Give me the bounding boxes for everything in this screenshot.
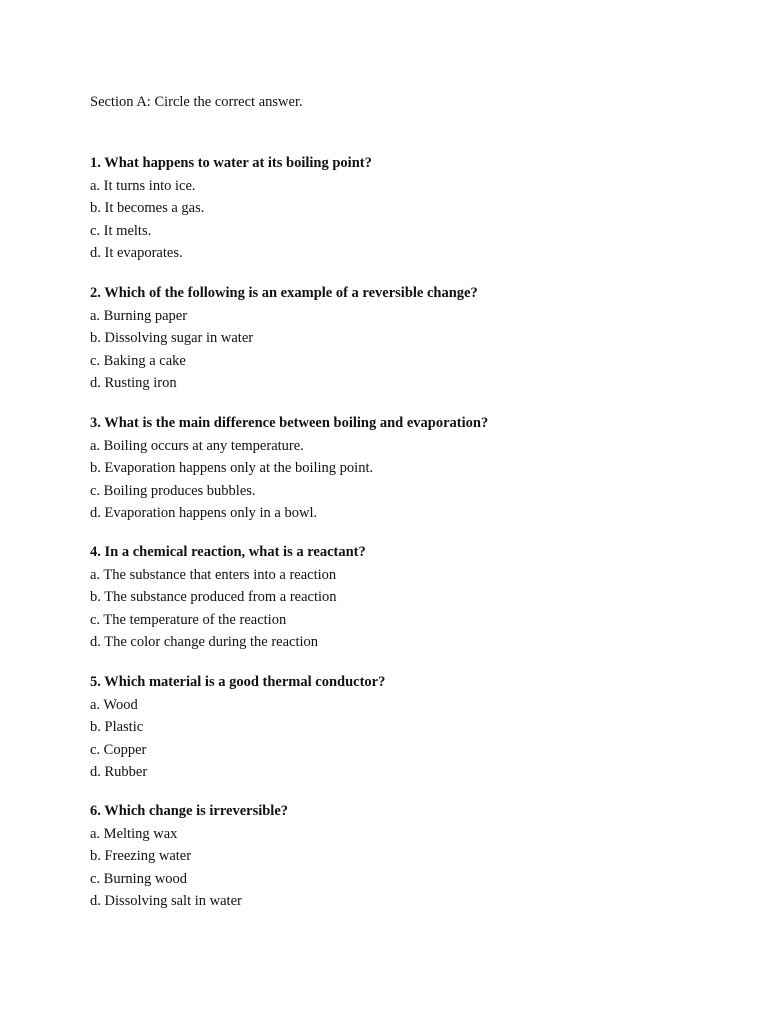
answer-option-a[interactable]: a. Burning paper xyxy=(90,307,188,324)
question-text: 1. What happens to water at its boiling point? xyxy=(90,155,372,171)
answer-option-c[interactable]: c. Baking a cake xyxy=(90,352,186,369)
answer-option-a[interactable]: a. Boiling occurs at any temperature. xyxy=(90,437,304,454)
answer-option-b[interactable]: b. Freezing water xyxy=(90,848,192,864)
answer-options xyxy=(90,823,730,913)
answer-option-d[interactable]: d. Rusting iron xyxy=(90,375,177,391)
answer-option-a[interactable]: a. It turns into ice. xyxy=(90,177,196,194)
question-6 xyxy=(90,800,730,913)
question-text: 6. Which change is irreversible? xyxy=(90,803,289,819)
answer-option-b[interactable]: b. It becomes a gas. xyxy=(90,200,205,216)
answer-option-b[interactable]: b. Dissolving sugar in water xyxy=(90,330,254,346)
answer-option-d[interactable]: d. Evaporation happens only in a bowl. xyxy=(90,505,318,521)
answer-option-c[interactable]: c. Boiling produces bubbles. xyxy=(90,482,256,499)
answer-option-b[interactable]: b. The substance produced from a reaction xyxy=(90,589,337,605)
section-heading: Section A: Circle the correct answer. xyxy=(90,94,303,110)
question-text: 4. In a chemical reaction, what is a reactant? xyxy=(90,544,366,560)
answer-option-c[interactable]: c. The temperature of the reaction xyxy=(90,611,287,628)
answer-option-a[interactable]: a. The substance that enters into a reaction xyxy=(90,566,337,583)
question-5 xyxy=(90,671,730,784)
answer-option-b[interactable]: b. Plastic xyxy=(90,719,144,735)
answer-option-a[interactable]: a. Wood xyxy=(90,696,138,713)
answer-option-d[interactable]: d. Rubber xyxy=(90,764,148,780)
question-text: 3. What is the main difference between boiling and evaporation? xyxy=(90,415,489,431)
answer-option-d[interactable]: d. Dissolving salt in water xyxy=(90,893,242,909)
question-4 xyxy=(90,541,730,654)
answer-option-d[interactable]: d. The color change during the reaction xyxy=(90,634,319,650)
answer-option-d[interactable]: d. It evaporates. xyxy=(90,245,183,261)
answer-options xyxy=(90,564,730,654)
question-1 xyxy=(90,152,730,265)
question-text: 2. Which of the following is an example of a reversible change? xyxy=(90,285,478,301)
answer-option-c[interactable]: c. Burning wood xyxy=(90,870,188,887)
answer-options xyxy=(90,435,730,525)
answer-options xyxy=(90,305,730,395)
question-3 xyxy=(90,412,730,525)
answer-options xyxy=(90,694,730,784)
answer-option-c[interactable]: c. It melts. xyxy=(90,222,152,239)
question-text: 5. Which material is a good thermal conductor? xyxy=(90,674,386,690)
answer-option-a[interactable]: a. Melting wax xyxy=(90,825,178,842)
question-2 xyxy=(90,282,730,395)
answer-options xyxy=(90,175,730,265)
answer-option-c[interactable]: c. Copper xyxy=(90,741,147,758)
answer-option-b[interactable]: b. Evaporation happens only at the boiling point. xyxy=(90,460,374,476)
